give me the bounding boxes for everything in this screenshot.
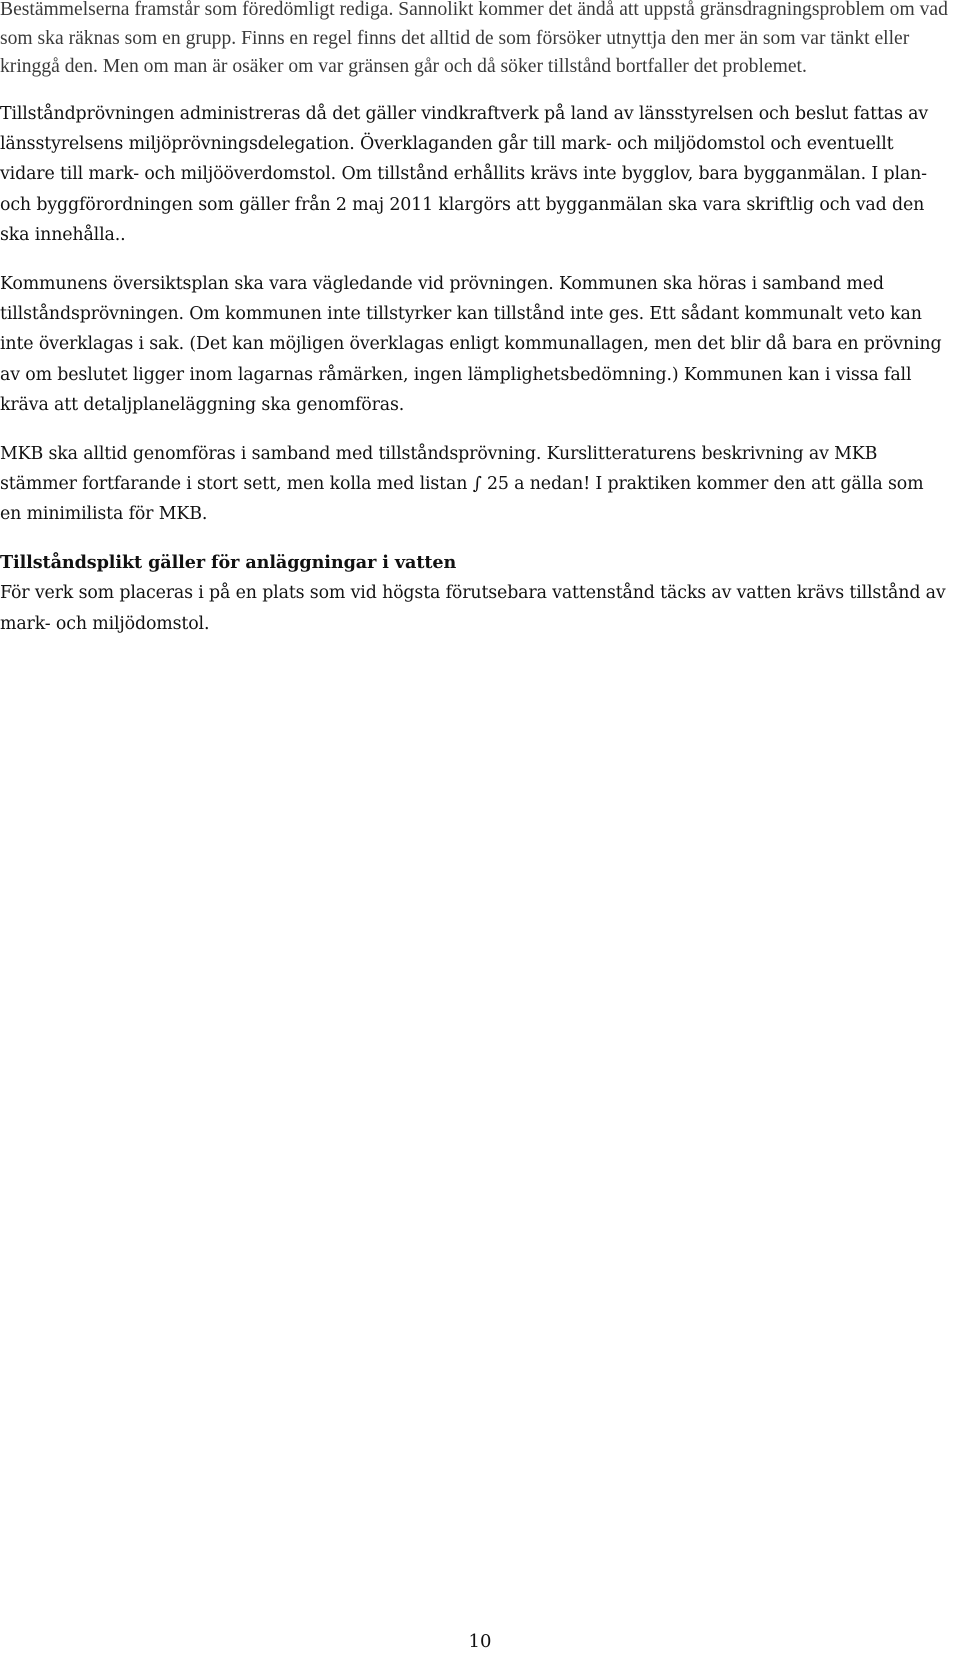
paragraph-municipality: Kommunens översiktsplan ska vara vägledande vid prövningen. Kommunen ska höras i samband med tillståndsprövningen. Om kommunen inte tillstyrker kan tillstånd inte ges. Ett sådant kommunalt veto kan inte överklagas i sak. (Det kan möjligen överklagas enligt kommunallagen, men det blir då bara en prövning av om beslutet ligger inom lagarnas råmärken, ingen lämplighetsbedömning.) Kommunen kan i vissa fall kräva att detaljplaneläggning ska genomföras.: [0, 273, 942, 416]
paragraph-intro: Bestämmelserna framstår som föredömligt rediga. Sannolikt kommer det ändå att uppstå gränsdragningsproblem om vad som ska räknas som en grupp. Finns en regel finns det alltid de som försöker utnyttja den mer än som var tänkt eller kringgå den. Men om man är osäker om var gränsen går och då söker tillstånd bortfaller det problemet.: [0, 0, 948, 77]
section-heading: Tillståndsplikt gäller för anläggningar i vatten: [0, 551, 457, 573]
document-body: [0, 0, 948, 657]
paragraph-water: För verk som placeras i på en plats som vid högsta förutsebara vattenstånd täcks av vatten krävs tillstånd av mark- och miljödomstol.: [0, 583, 946, 634]
paragraph-mkb: MKB ska alltid genomföras i samband med tillståndsprövning. Kurslitteraturens beskrivning av MKB stämmer fortfarande i stort sett, men kolla med listan ∫ 25 a nedan! I praktiken kommer den att gälla som en minimilista för MKB.: [0, 443, 924, 525]
page-number: 10: [468, 1631, 492, 1652]
paragraph-permit-review: Tillståndprövningen administreras då det gäller vindkraftverk på land av länsstyrelsen och beslut fattas av länsstyrelsens miljöprövningsdelegation. Överklaganden går till mark- och miljödomstol och eventuellt vidare till mark- och miljööverdomstol. Om tillstånd erhållits krävs inte bygglov, bara bygganmälan. I plan- och byggförordningen som gäller från 2 maj 2011 klargörs att bygganmälan ska vara skriftlig och vad den ska innehålla..: [0, 103, 929, 246]
